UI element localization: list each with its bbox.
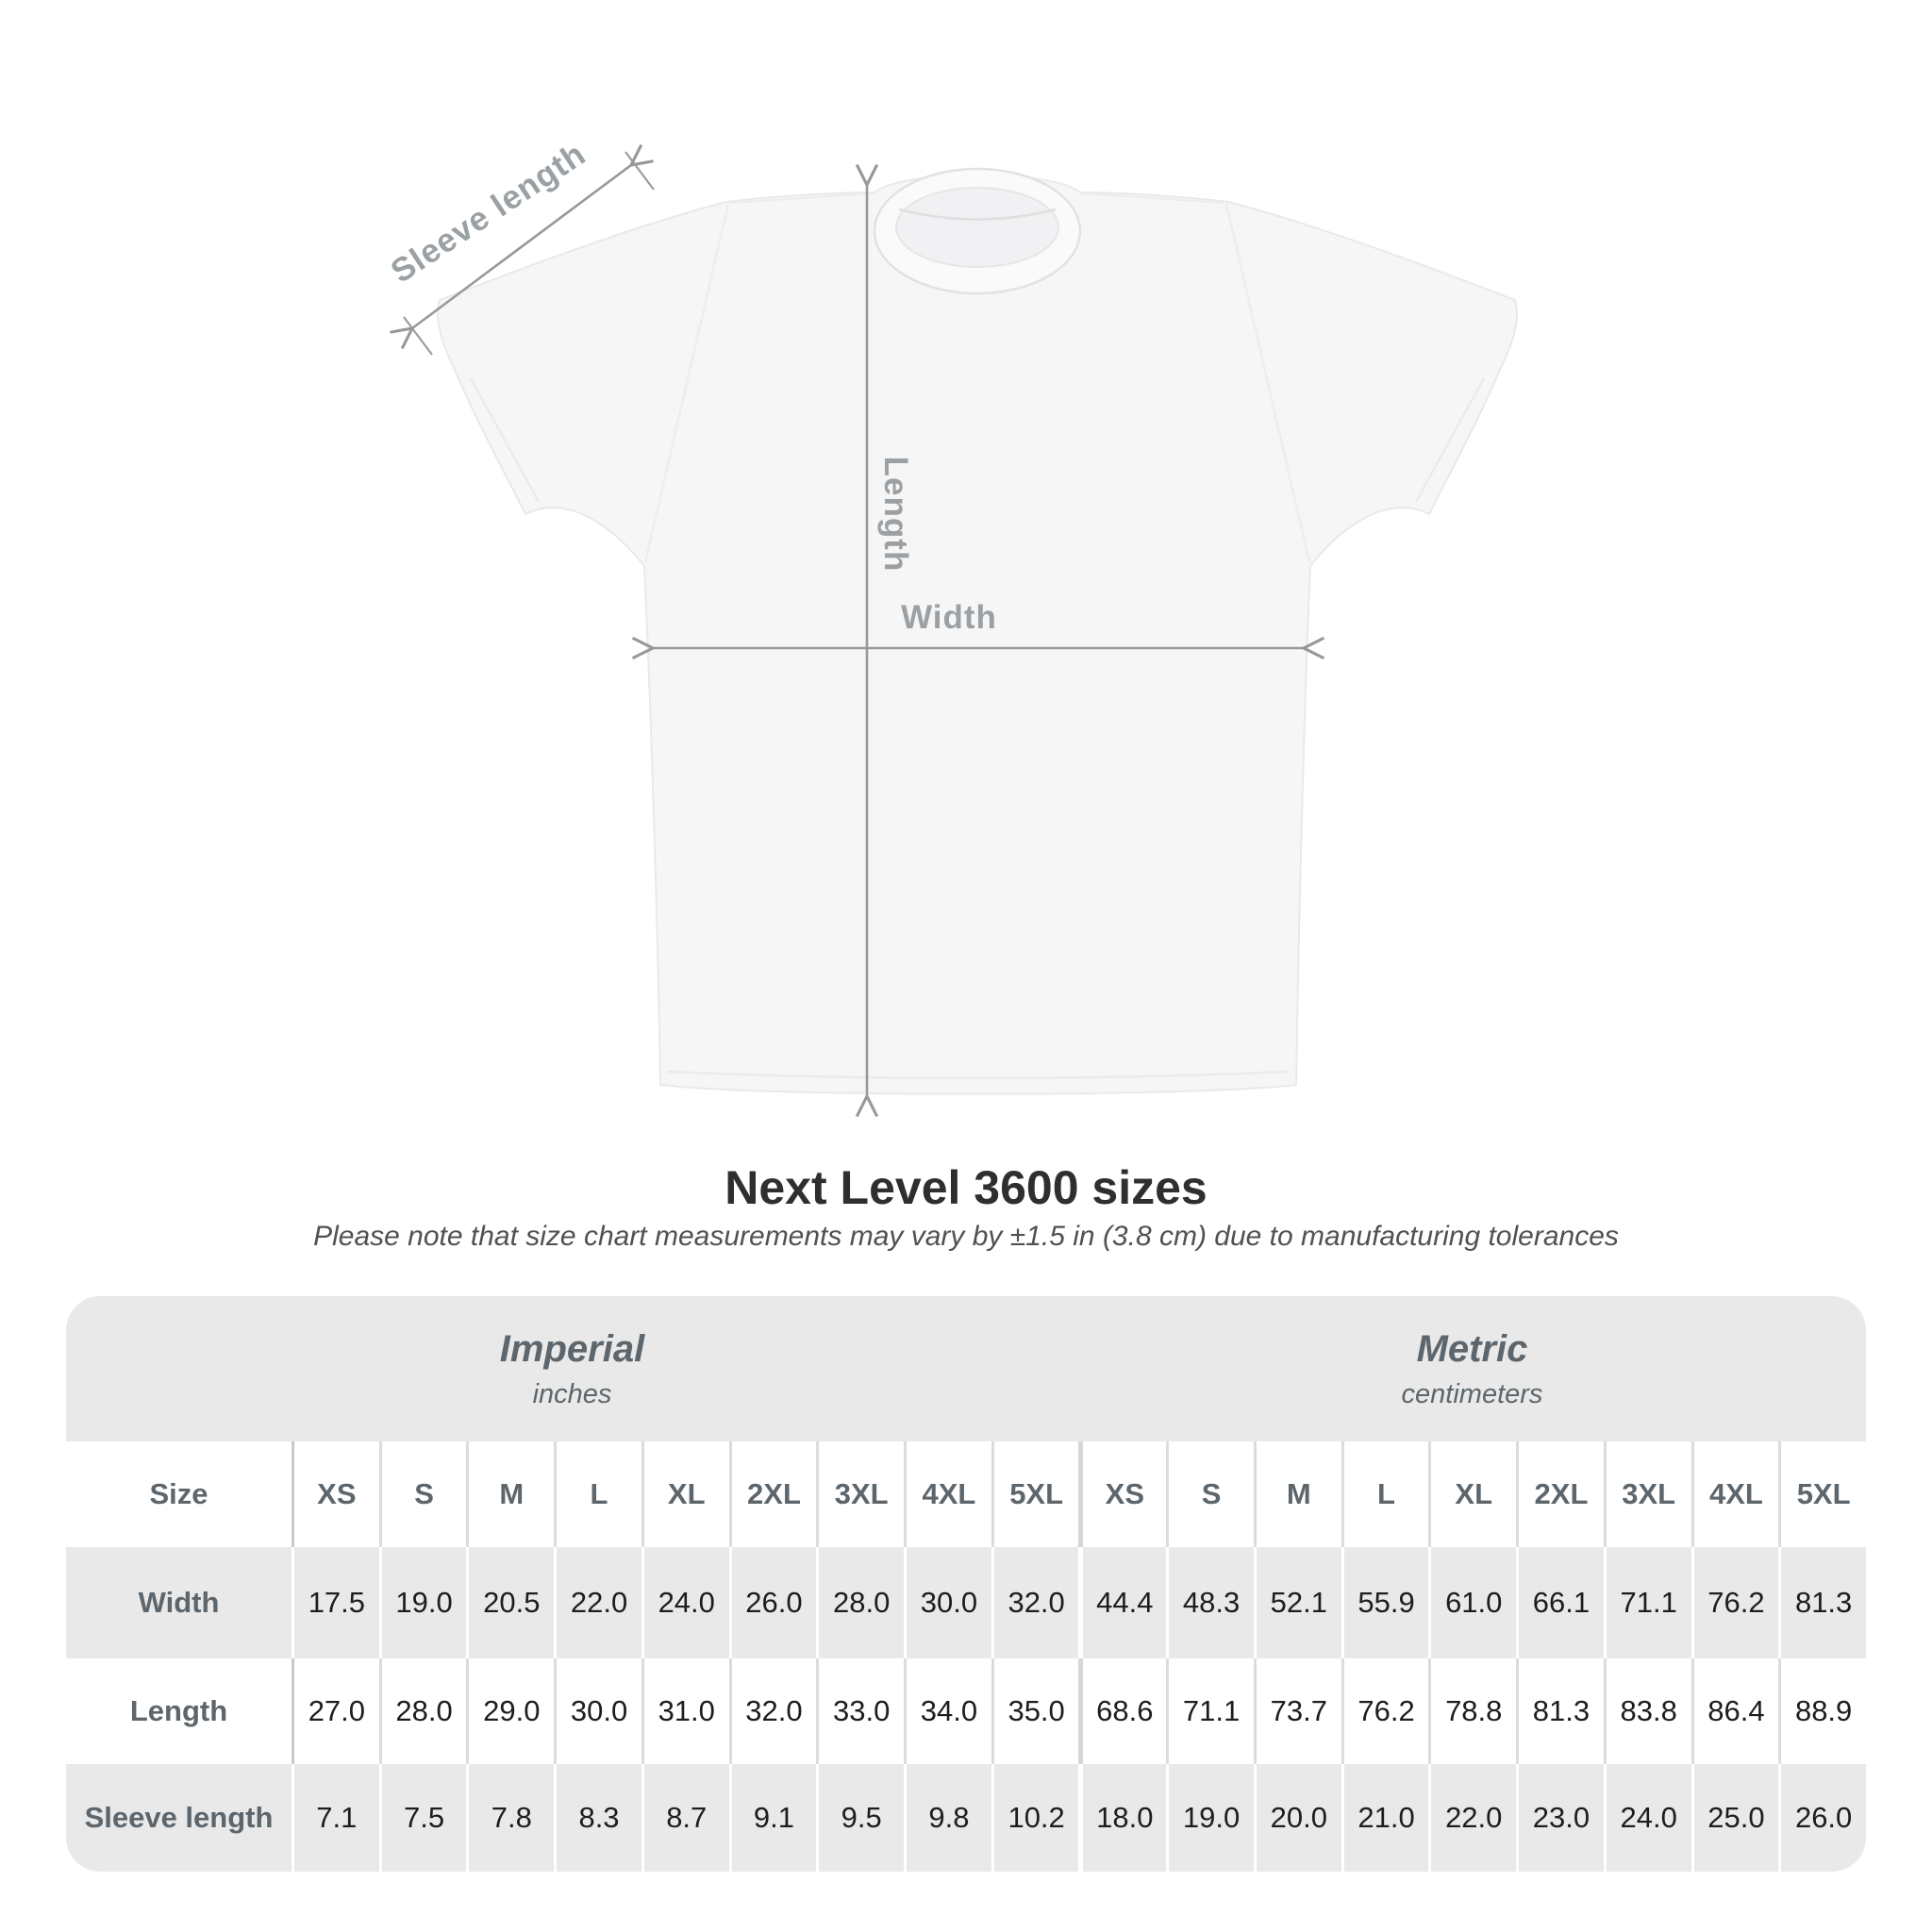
metric-unit-label: centimeters <box>1401 1379 1543 1409</box>
size-header-cell: M <box>466 1441 554 1547</box>
size-header-cell: XL <box>1428 1441 1516 1547</box>
measurement-cell: 48.3 <box>1166 1547 1254 1658</box>
imperial-unit-header <box>66 1296 1078 1441</box>
metric-unit-header <box>1078 1296 1866 1441</box>
measurement-cell: 29.0 <box>466 1658 554 1764</box>
size-header-cell: L <box>1341 1441 1429 1547</box>
table-row-sizes <box>66 1441 1866 1547</box>
size-header-cell: 5XL <box>991 1441 1079 1547</box>
measurement-cell: 30.0 <box>904 1547 991 1658</box>
measurement-cell: 19.0 <box>379 1547 467 1658</box>
row-label: Sleeve length <box>84 1801 274 1834</box>
measurement-cell: 73.7 <box>1254 1658 1341 1764</box>
measurement-cell: 35.0 <box>991 1658 1079 1764</box>
measurement-cell: 19.0 <box>1166 1764 1254 1872</box>
measurement-cell: 34.0 <box>904 1658 991 1764</box>
measurement-cell: 68.6 <box>1078 1658 1166 1764</box>
measurement-cell: 9.5 <box>816 1764 904 1872</box>
table-row <box>66 1764 1866 1872</box>
size-header-cell: 5XL <box>1778 1441 1866 1547</box>
measurement-cell: 31.0 <box>641 1658 729 1764</box>
measurement-cell: 24.0 <box>641 1547 729 1658</box>
measurement-cell: 28.0 <box>379 1658 467 1764</box>
unit-header-band <box>66 1296 1866 1441</box>
length-dimension-label: Length <box>877 456 914 573</box>
measurement-cell: 8.3 <box>554 1764 641 1872</box>
measurement-cell: 32.0 <box>729 1658 817 1764</box>
measurement-cell: 18.0 <box>1078 1764 1166 1872</box>
measurement-cell: 22.0 <box>554 1547 641 1658</box>
size-header-cell: S <box>1166 1441 1254 1547</box>
size-header-cell: S <box>379 1441 467 1547</box>
imperial-unit-label: inches <box>532 1379 612 1409</box>
measurement-cell: 21.0 <box>1341 1764 1429 1872</box>
measurement-cell: 44.4 <box>1078 1547 1166 1658</box>
measurement-cell: 55.9 <box>1341 1547 1429 1658</box>
measurement-cell: 7.5 <box>379 1764 467 1872</box>
measurement-cell: 71.1 <box>1166 1658 1254 1764</box>
width-dimension-label: Width <box>901 599 997 636</box>
size-column-header: Size <box>149 1477 208 1510</box>
size-header-cell: 3XL <box>816 1441 904 1547</box>
size-header-cell: XS <box>1078 1441 1166 1547</box>
size-header-cell: 3XL <box>1604 1441 1691 1547</box>
measurement-cell: 7.1 <box>291 1764 379 1872</box>
size-header-cell: XS <box>291 1441 379 1547</box>
measurement-cell: 83.8 <box>1604 1658 1691 1764</box>
collar-opening <box>896 188 1058 267</box>
size-table <box>66 1296 1866 1872</box>
metric-label: Metric <box>1416 1328 1528 1370</box>
imperial-label: Imperial <box>499 1328 645 1370</box>
measurement-cell: 26.0 <box>1778 1764 1866 1872</box>
row-label: Length <box>129 1694 228 1727</box>
measurement-cell: 20.0 <box>1254 1764 1341 1872</box>
measurement-cell: 7.8 <box>466 1764 554 1872</box>
measurement-cell: 24.0 <box>1604 1764 1691 1872</box>
measurement-cell: 81.3 <box>1516 1658 1604 1764</box>
measurement-cell: 86.4 <box>1691 1658 1779 1764</box>
row-label: Width <box>138 1586 220 1619</box>
table-row <box>66 1658 1866 1764</box>
measurement-cell: 20.5 <box>466 1547 554 1658</box>
measurement-cell: 76.2 <box>1691 1547 1779 1658</box>
measurement-cell: 61.0 <box>1428 1547 1516 1658</box>
size-header-cell: 4XL <box>1691 1441 1779 1547</box>
measurement-cell: 30.0 <box>554 1658 641 1764</box>
measurement-cell: 9.8 <box>904 1764 991 1872</box>
measurement-cell: 28.0 <box>816 1547 904 1658</box>
tolerance-note: Please note that size chart measurements may vary by ±1.5 in (3.8 cm) due to manufacturing tolerances <box>313 1221 1619 1252</box>
measurement-cell: 22.0 <box>1428 1764 1516 1872</box>
measurement-cell: 66.1 <box>1516 1547 1604 1658</box>
sleeve-length-dimension-label: Sleeve length <box>384 135 592 291</box>
measurement-cell: 52.1 <box>1254 1547 1341 1658</box>
measurement-cell: 25.0 <box>1691 1764 1779 1872</box>
size-header-cell: 4XL <box>904 1441 991 1547</box>
measurement-cell: 27.0 <box>291 1658 379 1764</box>
measurement-cell: 17.5 <box>291 1547 379 1658</box>
measurement-cell: 10.2 <box>991 1764 1079 1872</box>
measurement-cell: 32.0 <box>991 1547 1079 1658</box>
measurement-cell: 8.7 <box>641 1764 729 1872</box>
table-row <box>66 1547 1866 1658</box>
measurement-cell: 76.2 <box>1341 1658 1429 1764</box>
size-header-cell: 2XL <box>729 1441 817 1547</box>
size-header-cell: M <box>1254 1441 1341 1547</box>
size-table-rows <box>66 1441 1866 1872</box>
measurement-cell: 33.0 <box>816 1658 904 1764</box>
sleeve-extension-line-top <box>625 152 654 190</box>
measurement-cell: 88.9 <box>1778 1658 1866 1764</box>
size-header-cell: XL <box>641 1441 729 1547</box>
page-title: Next Level 3600 sizes <box>724 1161 1208 1214</box>
measurement-cell: 9.1 <box>729 1764 817 1872</box>
measurement-cell: 81.3 <box>1778 1547 1866 1658</box>
measurement-cell: 26.0 <box>729 1547 817 1658</box>
size-header-cell: 2XL <box>1516 1441 1604 1547</box>
measurement-cell: 78.8 <box>1428 1658 1516 1764</box>
size-header-cell: L <box>554 1441 641 1547</box>
measurement-cell: 23.0 <box>1516 1764 1604 1872</box>
measurement-cell: 71.1 <box>1604 1547 1691 1658</box>
